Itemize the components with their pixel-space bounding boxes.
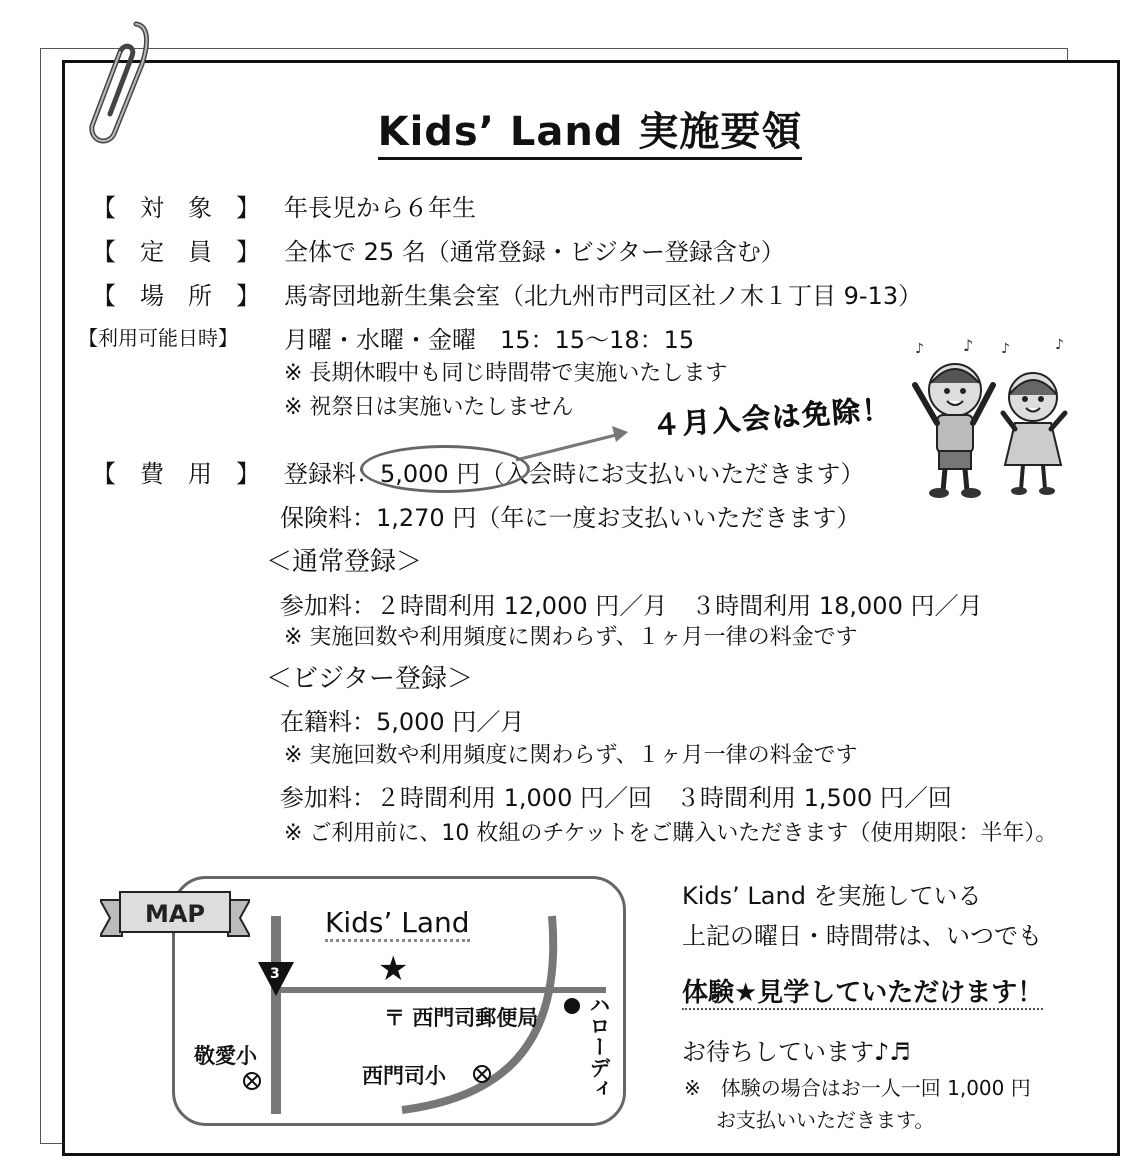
route-number: 3: [270, 966, 280, 982]
value-insurance-fee: 保険料：1,270 円（年に一度お支払いいただきます）: [280, 504, 861, 532]
page-title: Kids’ Land 実施要領: [0, 100, 1133, 157]
visitor-enrollment-fee: 在籍料：5,000 円／月: [280, 708, 525, 736]
visitor-ticket-note: ※ ご利用前に、10 枚組のチケットをご購入いただきます（使用期限：半年）。: [284, 821, 1058, 846]
regular-fee-note: ※ 実施回数や利用頻度に関わらず、１ヶ月一律の料金です: [284, 625, 858, 650]
map-kids-land-label: Kids’ Land: [325, 906, 470, 939]
registration-fee-highlight-circle: [360, 445, 530, 493]
map-school2-label: 西門司小: [362, 1064, 446, 1088]
svg-text:♪: ♪: [915, 341, 924, 357]
value-hours: 月曜・水曜・金曜 15：15～18：15: [284, 326, 695, 354]
svg-text:♪: ♪: [1055, 337, 1064, 353]
svg-text:♪: ♪: [1001, 341, 1010, 357]
side-line-2: 上記の曜日・時間帯は、いつでも: [682, 922, 1042, 950]
side-line-1: Kids’ Land を実施している: [682, 882, 982, 910]
label-fee: 【 費 用 】: [92, 460, 260, 488]
map-school1-label: 敬愛小: [194, 1044, 257, 1068]
april-waiver-badge: ４月入会は免除！: [651, 392, 893, 443]
value-capacity: 全体で 25 名（通常登録・ビジター登録含む）: [284, 238, 785, 266]
visitor-enrollment-note: ※ 実施回数や利用頻度に関わらず、１ヶ月一律の料金です: [284, 743, 858, 768]
visitor-registration-heading: ＜ビジター登録＞: [266, 664, 473, 694]
label-hours: 【利用可能日時】: [78, 326, 238, 350]
visitor-participation-fee: 参加料：２時間利用 1,000 円／回 ３時間利用 1,500 円／回: [280, 784, 952, 812]
map-post-office-label: 〒 西門司郵便局: [384, 1006, 539, 1030]
hours-note-holidays-long: ※ 長期休暇中も同じ時間帯で実施いたします: [284, 361, 728, 386]
star-icon: ★: [378, 949, 409, 989]
map-shop-label: ハローディ: [587, 994, 611, 1099]
label-target: 【 対 象 】: [92, 194, 260, 222]
side-highlight: 体験★見学していただけます！: [682, 978, 1044, 1008]
map-banner: [100, 886, 250, 946]
label-capacity: 【 定 員 】: [92, 238, 260, 266]
regular-registration-heading: ＜通常登録＞: [266, 547, 423, 577]
label-place: 【 場 所 】: [92, 282, 260, 310]
hours-note-public-holidays: ※ 祝祭日は実施いたしません: [284, 395, 574, 420]
value-registration-fee: 登録料：5,000 円（入会時にお支払いいただきます）: [284, 460, 865, 488]
regular-participation-fee: 参加料：２時間利用 12,000 円／月 ３時間利用 18,000 円／月: [280, 592, 983, 620]
svg-text:♪: ♪: [963, 336, 974, 355]
map-banner-text: MAP: [144, 900, 206, 928]
side-note-1: ※ 体験の場合はお一人一回 1,000 円: [684, 1076, 1031, 1100]
value-place: 馬寄団地新生集会室（北九州市門司区社ノ木１丁目 9-13）: [284, 282, 923, 310]
dancing-kids-illustration: [905, 335, 1085, 505]
side-note-2: お支払いいただきます。: [716, 1108, 935, 1132]
side-line-3: お待ちしています♪♬: [682, 1038, 911, 1066]
shop-dot-icon: [564, 998, 580, 1014]
value-target: 年長児から６年生: [284, 194, 476, 222]
